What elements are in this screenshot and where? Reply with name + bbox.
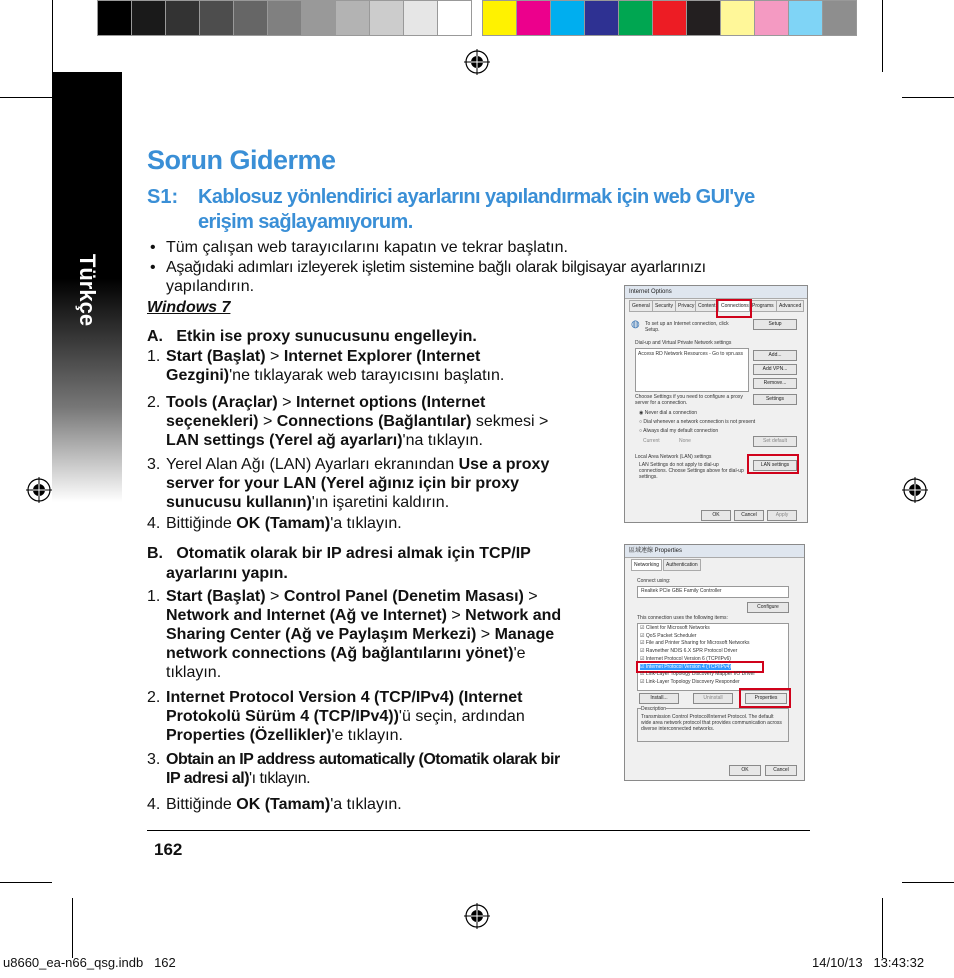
color-swatch	[584, 0, 619, 36]
window-title: Internet Options	[625, 286, 807, 299]
registration-target-icon	[26, 477, 52, 503]
step-a1: Start (Başlat) > Internet Explorer (Internet Gezgini)'ne tıklayarak web tarayıcısını başlatın.	[166, 348, 505, 384]
dialup-list-item: Access RD Network Resources - Go to vpn.ass	[638, 351, 744, 357]
color-swatch	[131, 0, 166, 36]
bullet-dot: •	[150, 259, 156, 276]
window-title: 區域連線 Properties	[625, 545, 804, 558]
bullet-text-cont: yapılandırın.	[166, 278, 255, 295]
tab-networking: Networking	[631, 559, 662, 571]
properties-button: Properties	[745, 693, 787, 704]
set-default-button: Set default	[753, 436, 797, 447]
step-number: 3.	[147, 456, 161, 473]
windows7-heading: Windows 7	[147, 299, 231, 316]
protocol-list-item: ☑ Link-Layer Topology Discovery Responder	[640, 678, 740, 685]
color-swatch	[516, 0, 551, 36]
lan-label: Local Area Network (LAN) settings	[635, 454, 712, 460]
bullet-text: Tüm çalışan web tarayıcılarını kapatın ve tekrar başlatın.	[166, 239, 568, 256]
section-a-heading: A. Etkin ise proxy sunucusunu engelleyin.	[147, 328, 477, 345]
color-swatch	[233, 0, 268, 36]
description-label: Description	[641, 706, 667, 712]
section-b-heading: B. Otomatik olarak bir IP adresi almak için TCP/IP	[147, 545, 531, 562]
step-number: 1.	[147, 348, 161, 365]
page-number: 162	[154, 840, 183, 859]
radio-always: ○ Always dial my default connection	[639, 428, 719, 434]
color-swatch	[267, 0, 302, 36]
language-label: Türkçe	[75, 253, 100, 327]
internet-options-screenshot	[624, 285, 808, 523]
color-swatch	[97, 0, 132, 36]
crop-mark	[0, 97, 52, 98]
question-text-line1: Kablosuz yönlendirici ayarlarını yapılandırmak için web GUI'ye	[198, 186, 755, 208]
page-rule	[147, 830, 810, 831]
adapter-name: Realtek PCIe GBE Family Controller	[641, 588, 722, 594]
color-swatch	[165, 0, 200, 36]
color-swatch	[403, 0, 438, 36]
tab-privacy: Privacy	[675, 300, 697, 312]
color-swatch	[618, 0, 653, 36]
step-number: 2.	[147, 394, 161, 411]
question-label: S1:	[147, 186, 179, 208]
color-swatch	[754, 0, 789, 36]
remove-button: Remove...	[753, 378, 797, 389]
cancel-button: Cancel	[734, 510, 764, 521]
highlight-box	[747, 454, 799, 474]
tab-programs: Programs	[749, 300, 777, 312]
protocol-list-item: ☑ Internet Protocol Version 4 (TCP/IPv4)	[640, 663, 731, 670]
crop-mark	[0, 882, 52, 883]
protocol-list-item: ☑ Internet Protocol Version 6 (TCP/IPv6)	[640, 655, 731, 662]
color-swatch	[301, 0, 336, 36]
protocol-list-item: ☑ Client for Microsoft Networks	[640, 625, 710, 631]
protocol-list-item: ☑ File and Printer Sharing for Microsoft Networks	[640, 640, 750, 647]
color-swatch	[482, 0, 517, 36]
connect-using-label: Connect using:	[637, 578, 671, 584]
crop-mark	[882, 0, 883, 72]
highlight-box	[739, 688, 791, 708]
settings-button: Settings	[753, 394, 797, 405]
protocol-list-item: ☑ Link-Layer Topology Discovery Mapper I/O Driver	[640, 671, 755, 678]
question-text-line2: erişim sağlayamıyorum.	[198, 211, 413, 233]
uninstall-button: Uninstall	[693, 693, 733, 704]
ok-button: OK	[701, 510, 731, 521]
footer-date: 14/10/13 13:43:32	[812, 955, 925, 970]
step-number: 1.	[147, 588, 161, 605]
bullet-text: Aşağıdaki adımları izleyerek işletim sistemine bağlı olarak bilgisayar ayarlarınızı	[166, 259, 706, 276]
step-b1: Start (Başlat) > Control Panel (Denetim Masası) > Network and Internet (Ağ ve Internet) > Network and Sharing Center (Ağ ve Paylaşım Merkezi) > Manage network connections (Ağ bağlantılarını yönet)'e tıklayın.	[166, 588, 562, 681]
cancel-button: Cancel	[765, 765, 797, 776]
section-b-heading-cont: ayarlarını yapın.	[166, 565, 288, 582]
registration-target-icon	[464, 49, 490, 75]
registration-target-icon	[902, 477, 928, 503]
protocol-list-item: ☑ QoS Packet Scheduler	[640, 632, 697, 639]
tab-authentication: Authentication	[663, 559, 701, 571]
step-b2: Internet Protocol Version 4 (TCP/IPv4) (Internet Protokolü Sürüm 4 (TCP/IPv4))'ü seçin, ardından Properties (Özellikler)'e tıklayın.	[166, 689, 525, 744]
highlight-box	[716, 299, 752, 318]
color-swatch	[199, 0, 234, 36]
color-swatch	[550, 0, 585, 36]
step-b4: Bittiğinde OK (Tamam)'a tıklayın.	[166, 796, 402, 813]
tab-security: Security	[652, 300, 676, 312]
radio-dial: ○ Dial whenever a network connection is not present	[639, 419, 756, 425]
description-text: Transmission Control Protocol/Internet Protocol. The default wide area network protocol that provides communication across diverse interconnected networks.	[641, 714, 782, 732]
bullet-dot: •	[150, 239, 156, 256]
crop-mark	[882, 898, 883, 958]
step-a4: Bittiğinde OK (Tamam)'a tıklayın.	[166, 515, 402, 532]
color-swatch	[822, 0, 857, 36]
color-swatch	[335, 0, 370, 36]
color-swatch	[652, 0, 687, 36]
tab-general: General	[629, 300, 653, 312]
page-title: Sorun Giderme	[147, 145, 336, 175]
step-a2: Tools (Araçlar) > Internet options (Internet seçenekleri) > Connections (Bağlantılar) sekmesi > LAN settings (Yerel ağ ayarları)'na tıklayın.	[166, 394, 549, 449]
step-a3: Yerel Alan Ağı (LAN) Ayarları ekranından Use a proxy server for your LAN (Yerel ağınız için bir proxy sunucusu kullanın)'ın işaretini kaldırın.	[166, 456, 550, 511]
radio-never: ◉ Never dial a connection	[639, 410, 698, 416]
items-label: This connection uses the following items:	[637, 615, 728, 621]
crop-mark	[902, 97, 954, 98]
tab-advanced: Advanced	[776, 300, 804, 312]
color-swatch	[720, 0, 755, 36]
setup-button: Setup	[753, 319, 797, 330]
tcpip-properties-screenshot	[624, 544, 805, 781]
add-vpn-button: Add VPN...	[753, 364, 797, 375]
apply-button: Apply	[767, 510, 797, 521]
color-swatch	[437, 0, 472, 36]
current-label: Current	[643, 438, 660, 444]
registration-target-icon	[464, 903, 490, 929]
tab-content: Content	[695, 300, 719, 312]
crop-mark	[902, 882, 954, 883]
add-button: Add...	[753, 350, 797, 361]
color-swatch	[788, 0, 823, 36]
none-label: None	[679, 438, 691, 444]
ok-button: OK	[729, 765, 761, 776]
color-swatch	[369, 0, 404, 36]
globe-icon: ◍	[631, 319, 640, 330]
crop-mark	[72, 898, 73, 958]
step-number: 4.	[147, 515, 161, 532]
color-swatch	[686, 0, 721, 36]
step-number: 3.	[147, 751, 161, 768]
footer-file: u8660_ea-n66_qsg.indb 162	[3, 955, 176, 970]
dialup-label: Dial-up and Virtual Private Network settings	[635, 340, 732, 346]
step-number: 4.	[147, 796, 161, 813]
setup-text: To set up an Internet connection, click Setup.	[645, 321, 729, 333]
step-number: 2.	[147, 689, 161, 706]
step-b3: Obtain an IP address automatically (Otomatik olarak bir IP adresi al)'ı tıklayın.	[166, 751, 560, 787]
lan-text: LAN Settings do not apply to dial-up connections. Choose Settings above for dial-up settings.	[639, 462, 744, 480]
install-button: Install...	[639, 693, 679, 704]
tab-connections: Connections	[718, 300, 752, 312]
configure-button: Configure	[747, 602, 789, 613]
crop-mark	[52, 0, 53, 72]
lan-settings-button: LAN settings	[753, 460, 797, 471]
protocol-list-item: ☑ Ravnether NDIS 6.X SPR Protocol Driver	[640, 648, 738, 655]
settings-text: Choose Settings if you need to configure a proxy server for a connection.	[635, 394, 743, 406]
